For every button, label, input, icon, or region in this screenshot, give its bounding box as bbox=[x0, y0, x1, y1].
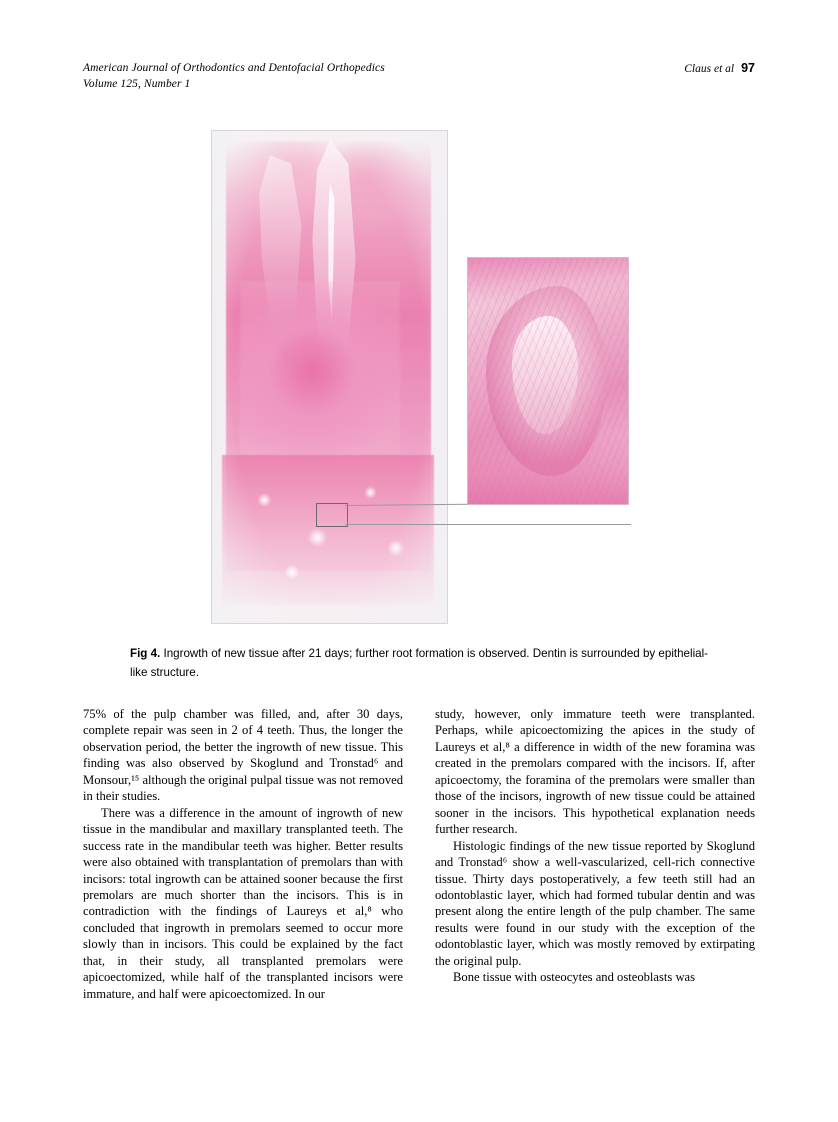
body-column-right bbox=[435, 706, 755, 986]
running-head-authors-page bbox=[684, 60, 755, 77]
running-head bbox=[83, 60, 755, 94]
running-head-authors: Claus et al bbox=[684, 63, 735, 75]
detail-callout-line-bottom bbox=[345, 524, 631, 525]
paragraph: Bone tissue with osteocytes and osteoblasts was bbox=[453, 970, 696, 985]
paragraph: Histologic findings of the new tissue reported by Skoglund and Tronstad⁶ show a well-vascularized, cell-rich connective tissue. Thirty days postoperatively, a few teeth still had an odontoblastic layer, which had formed tubular dentin and was present along the entire length of the pulp chamber. The same results were found in our study with the exception of the odontoblastic layer, which was mostly removed by extirpating the original pulp. bbox=[435, 838, 755, 968]
slide-vignette bbox=[212, 131, 447, 623]
page-number: 97 bbox=[741, 61, 755, 75]
figure-label: Fig 4. bbox=[130, 647, 161, 660]
journal-volume-issue: Volume 125, Number 1 bbox=[83, 78, 191, 90]
body-column-left bbox=[83, 706, 403, 1002]
detail-callout-box bbox=[316, 503, 348, 527]
figure-caption-text: Ingrowth of new tissue after 21 days; further root formation is observed. Dentin is surrounded by epithelial-like structure. bbox=[130, 647, 709, 679]
histology-micrograph-detail bbox=[467, 257, 629, 505]
histology-micrograph-root bbox=[211, 130, 448, 624]
detail-lower-tissue bbox=[468, 434, 628, 504]
running-head-journal bbox=[83, 60, 385, 92]
paragraph: study, however, only immature teeth were transplanted. Perhaps, while apicoectomizing the apices in the study of Laureys et al,⁸ a difference in width of the new foramina was created in the premolars compared with the incisors. If, after apicoectomy, the foramina of the premolars were smaller than those of the incisors, ingrowth of new tissue could be attained sooner in the incisors. This hypothetical explanation needs further research. bbox=[435, 707, 755, 837]
journal-title: American Journal of Orthodontics and Dentofacial Orthopedics bbox=[83, 62, 385, 74]
paragraph: There was a difference in the amount of ingrowth of new tissue in the mandibular and maxillary transplanted teeth. The success rate in the mandibular teeth was higher. Better results were also obtained with transplantation of premolars than with incisors: total ingrowth can be attained sooner because the first premolars are much shorter than the incisors. This is in contradiction with the findings of Laureys et al,⁸ who concluded that ingrowth in premolars seemed to occur more slowly than in incisors. This could be explained by the fact that, in their study, all transplanted premolars were apicoectomized, while half of the transplanted incisors were immature, and half were apicoectomized. In our bbox=[83, 805, 403, 1001]
paragraph: 75% of the pulp chamber was filled, and, after 30 days, complete repair was seen in 2 of 4 teeth. Thus, the longer the observation period, the better the ingrowth of new tissue. This finding was also observed by Skoglund and Tronstad⁶ and Monsour,¹⁵ although the original pulpal tissue was not removed in their studies. bbox=[83, 707, 404, 804]
figure-caption bbox=[130, 645, 715, 682]
figure-4 bbox=[83, 125, 755, 645]
